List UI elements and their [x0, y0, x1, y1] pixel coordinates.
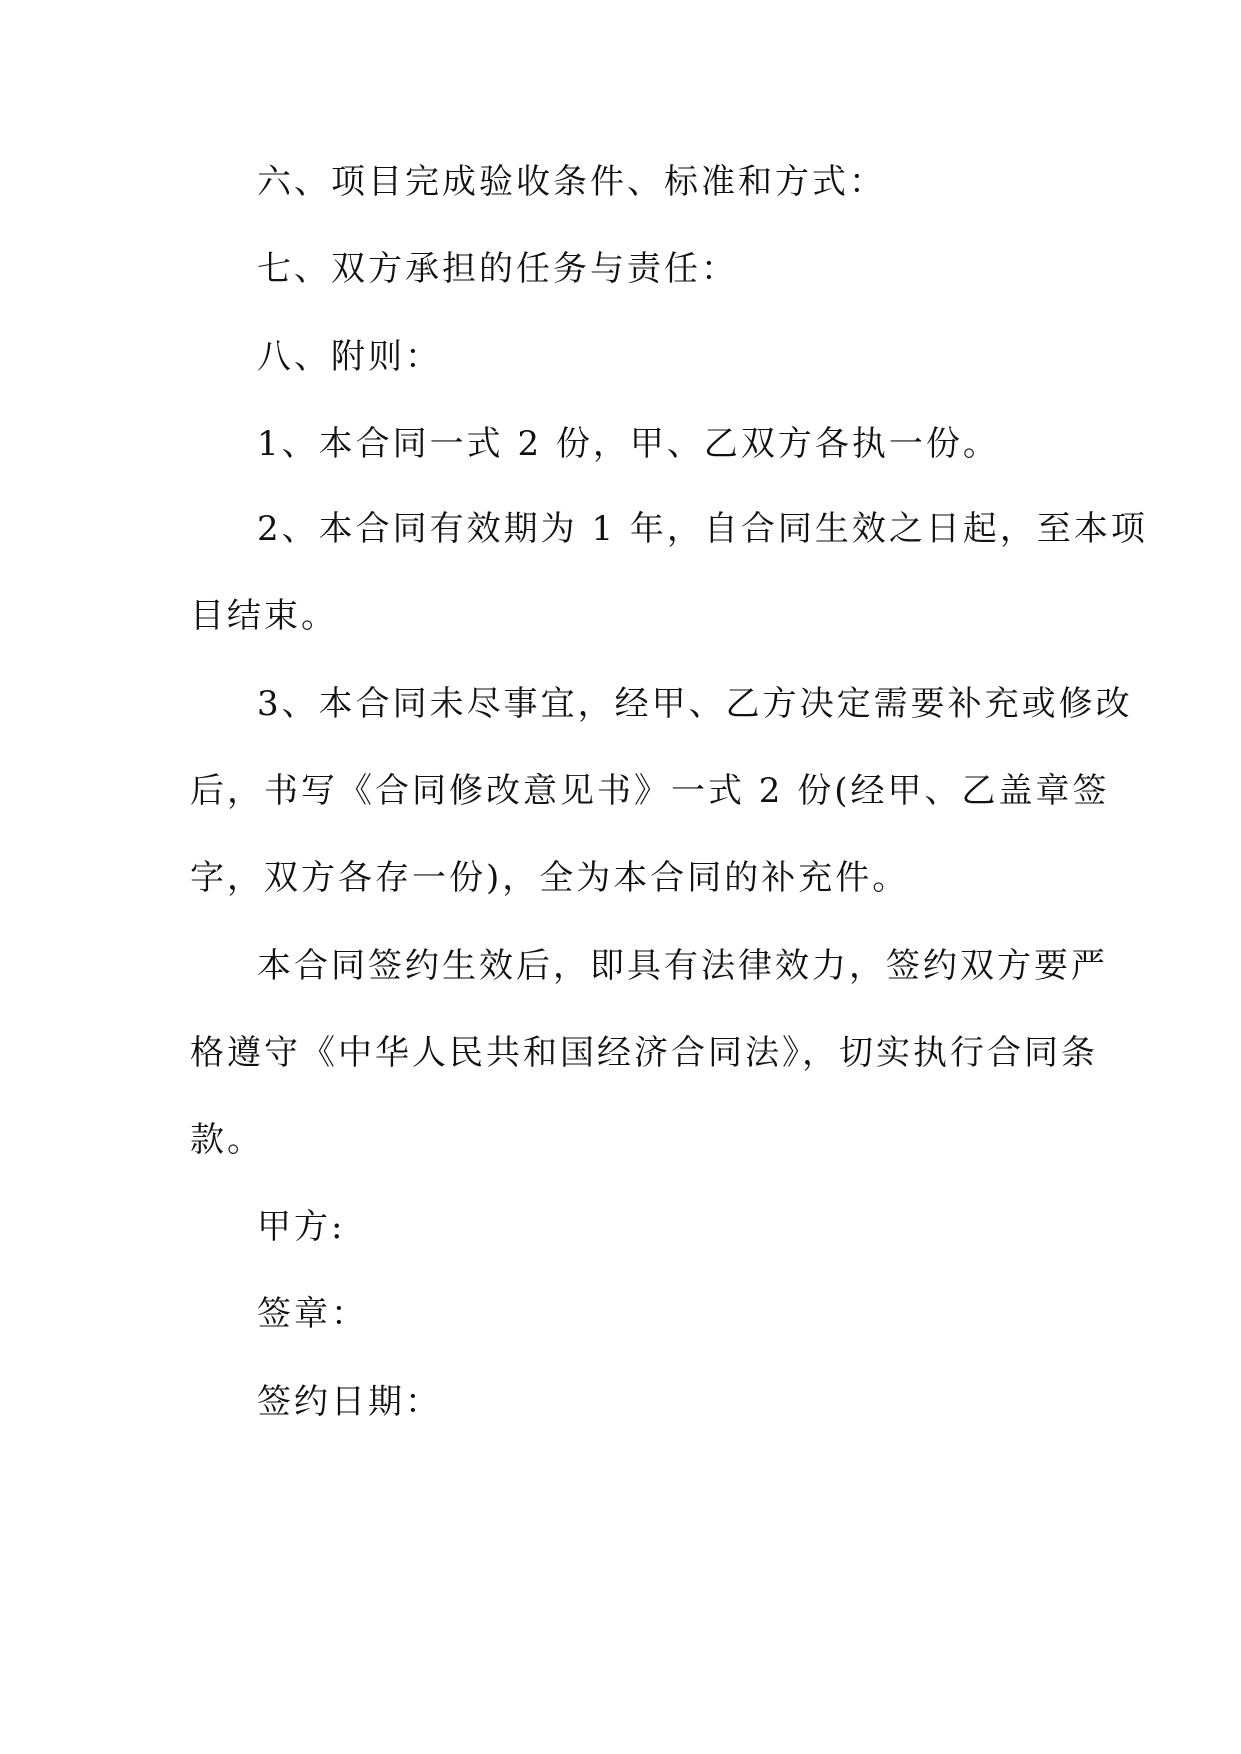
closing-paragraph-line-1: 本合同签约生效后，即具有法律效力，签约双方要严 [257, 946, 1108, 986]
party-a-label: 甲方: [257, 1207, 346, 1247]
seal-label: 签章： [257, 1294, 368, 1334]
appendix-item-1: 1、本合同一式 2 份，甲、乙双方各执一份。 [257, 424, 1000, 464]
closing-paragraph-line-3: 款。 [190, 1120, 264, 1160]
appendix-item-3-line-3: 字，双方各存一份)，全为本合同的补充件。 [190, 858, 910, 898]
appendix-item-3-line-2: 后，书写《合同修改意见书》一式 2 份(经甲、乙盖章签 [190, 771, 1110, 811]
clause-six-heading: 六、项目完成验收条件、标准和方式： [257, 162, 886, 202]
clause-eight-heading: 八、附则： [257, 337, 442, 377]
appendix-item-3-line-1: 3、本合同未尽事宜，经甲、乙方决定需要补充或修改 [257, 684, 1133, 724]
closing-paragraph-line-2: 格遵守《中华人民共和国经济合同法》，切实执行合同条 [190, 1033, 1098, 1073]
appendix-item-2-line-2: 目结束。 [190, 596, 338, 636]
signing-date-label: 签约日期： [257, 1382, 442, 1422]
clause-seven-heading: 七、双方承担的任务与责任： [257, 249, 738, 289]
appendix-item-2-line-1: 2、本合同有效期为 1 年，自合同生效之日起，至本项 [257, 509, 1148, 549]
